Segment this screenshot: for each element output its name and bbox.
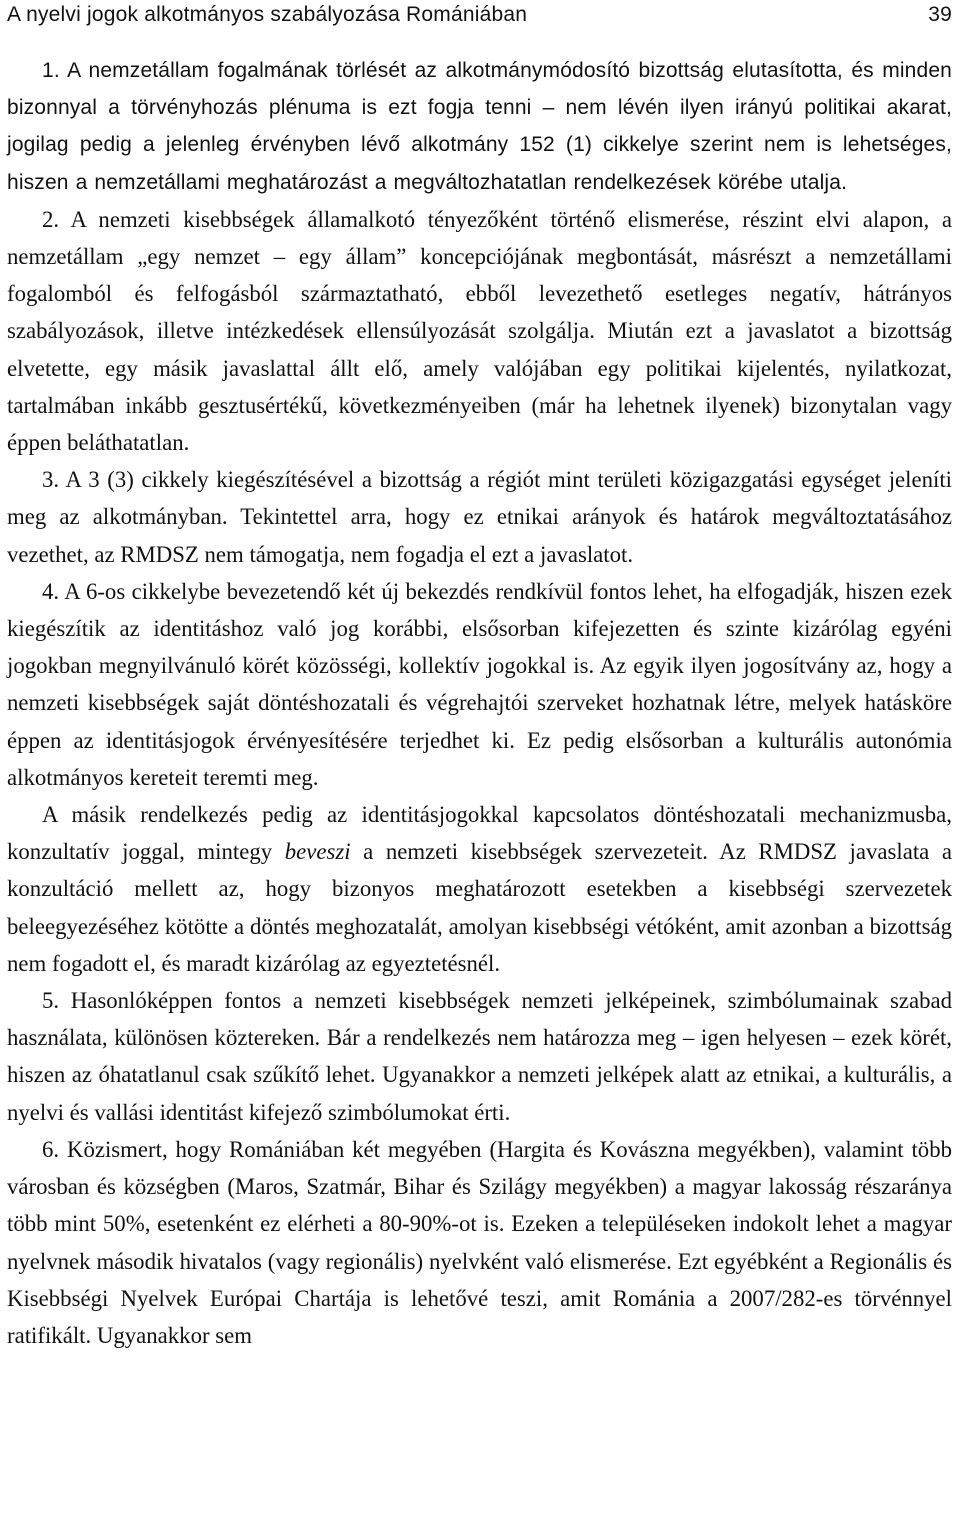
paragraph-item-3: 3. A 3 (3) cikkely kiegészítésével a bizottság a régiót mint területi közigazgatási egységet jeleníti meg az alkotmányban. Tekintettel arra, hogy ez etnikai arányok és határok megváltoztatásához vezethet, az RMDSZ nem támogatja, nem fogadja el ezt a javaslatot. — [7, 467, 952, 567]
running-header — [7, 0, 952, 32]
paragraph-item-5: 5. Hasonlóképpen fontos a nemzeti kisebbségek nemzeti jelképeinek, szimbólumainak szabad használata, különösen köztereken. Bár a rendelkezés nem határozza meg – igen helyesen – ezek körét, hiszen az óhatatlanul csak szűkítő lehet. Ugyanakkor a nemzeti jelképek alatt az etnikai, a kulturális, a nyelvi és vallási identitást kifejező szimbólumokat érti. — [7, 988, 952, 1125]
paragraph-other-provision — [7, 796, 952, 982]
paragraph-item-2: 2. A nemzeti kisebbségek államalkotó tényezőként történő elismerése, részint elvi alapon, a nemzetállam „egy nemzet – egy állam” koncepciójának megbontását, másrészt a nemzetállami fogalomból és felfogásból származtatható, ebből levezethető esetleges negatív, hátrányos szabályozások, illetve intézkedések ellensúlyozását szolgálja. Miután ezt a javaslatot a bizottság elvetette, egy másik javaslattal állt elő, amely valójában egy politikai kijelentés, nyilatkozat, tartalmában inkább gesztusértékű, következményeiben (már ha lehetnek ilyenek) bizonytalan vagy éppen beláthatatlan. — [7, 206, 952, 456]
paragraph-item-4: 4. A 6-os cikkelybe bevezetendő két új bekezdés rendkívül fontos lehet, ha elfogadják, hiszen ezek kiegészítik az identitáshoz való jog korábbi, elsősorban kifejezetten és szinte kizárólag egyéni jogokban megnyilvánuló körét közösségi, kollektív jogokkal is. Az egyik ilyen jogosítvány az, hogy a nemzeti kisebbségek saját döntéshozatali és végrehajtói szerveket hozhatnak létre, melyek hatásköre éppen az identitásjogok érvényesítésére terjedhet ki. Ez pedig elsősorban a kulturális autonómia alkotmányos kereteit teremti meg. — [7, 578, 952, 790]
paragraph-text: a nemzeti kisebbségek szervezeteit. Az RMDSZ javaslata a konzultáció mellett az, hogy bizonyos meghatározott esetekben a kisebbségi szervezetek beleegyezéséhez kötötte a döntés meghozatalát, amolyan kisebbségi vétóként, amit azonban a bizottság nem fogadott el, és maradt kizárólag az egyeztetésnél. — [7, 839, 952, 976]
paragraph-item-1: 1. A nemzetállam fogalmának törlését az alkotmánymódosító bizottság elutasította, és minden bizonnyal a törvényhozás plénuma is ezt fogja tenni – nem lévén ilyen irányú politikai akarat, jogilag pedig a jelenleg érvényben lévő alkotmány 152 (1) cikkelye szerint nem is lehetséges, hiszen a nemzetállami meghatározást a megváltozhatatlan rendelkezések körébe utalja. — [7, 59, 952, 194]
page-number: 39 — [928, 3, 952, 26]
page-body — [7, 52, 952, 1354]
running-header-title: A nyelvi jogok alkotmányos szabályozása Romániában — [7, 3, 528, 26]
paragraph-text: A másik rendelkezés pedig az identitásjogokkal kapcsolatos döntéshozatali mechanizmusba, konzultatív joggal, mintegy — [7, 802, 952, 865]
emphasized-word: beveszi — [284, 839, 351, 865]
paragraph-item-6: 6. Közismert, hogy Romániában két megyében (Hargita és Kovászna megyékben), valamint több városban és községben (Maros, Szatmár, Bihar és Szilágy megyékben) a magyar lakosság részaránya több mint 50%, esetenként ez elérheti a 80-90%-ot is. Ezeken a településeken indokolt lehet a magyar nyelvnek második hivatalos (vagy regionális) nyelvként való elismerése. Ezt egyébként a Regionális és Kisebbségi Nyelvek Európai Chartája is lehetővé teszi, amit Románia a 2007/282-es törvénnyel ratifikált. Ugyanakkor sem — [7, 1136, 952, 1348]
